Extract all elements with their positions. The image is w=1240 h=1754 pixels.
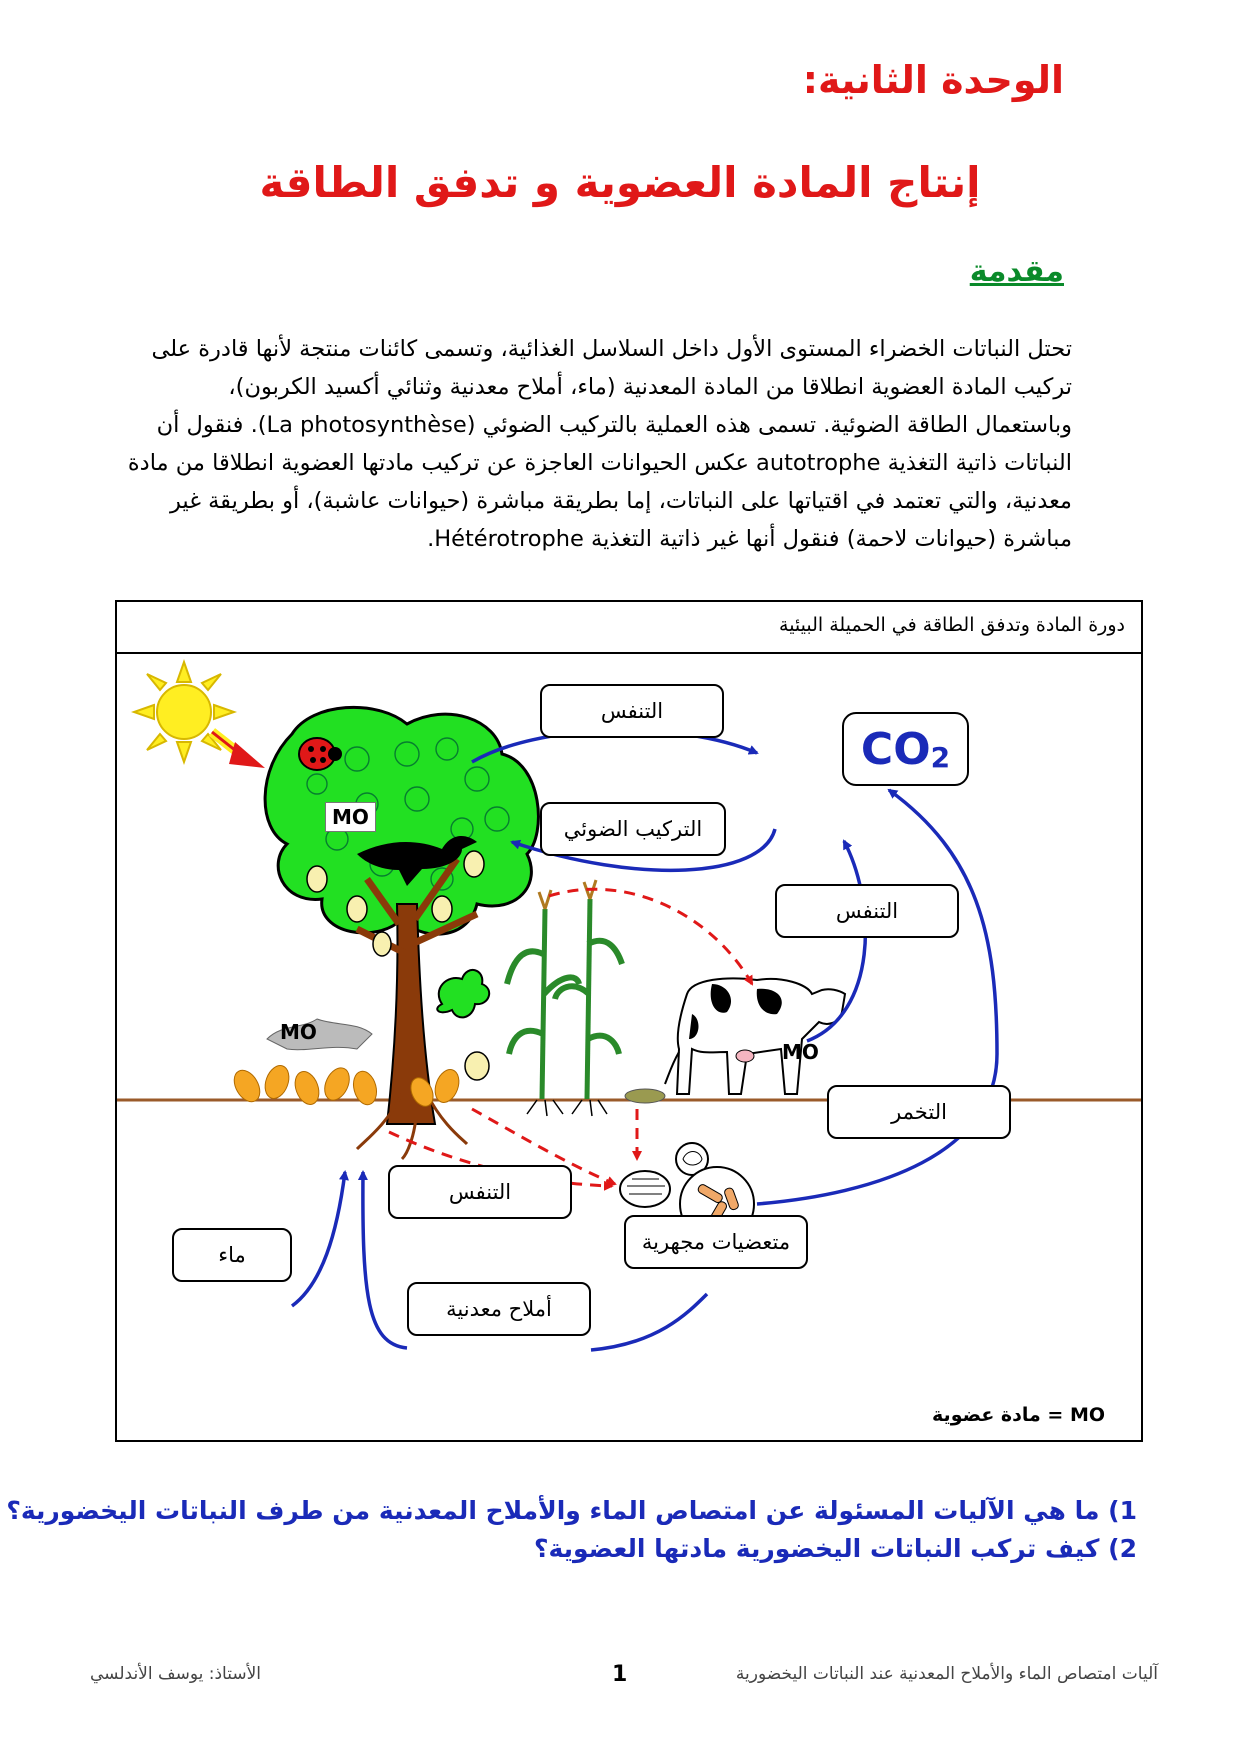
intro-line: تحتل النباتات الخضراء المستوى الأول داخل السلاسل الغذائية، وتسمى كائنات منتجة لأنها قادرة على (151, 336, 1072, 362)
litter-icon (229, 1019, 463, 1110)
diagram-caption (117, 602, 1141, 654)
label-microorganisms: متعضيات مجهرية (624, 1215, 808, 1269)
label-respiration-bottom: التنفس (388, 1165, 572, 1219)
main-title: إنتاج المادة العضوية و تدفق الطاقة (259, 158, 981, 207)
maize-icon (507, 880, 622, 1116)
intro-paragraph (70, 330, 1072, 558)
footer-teacher: الأستاذ: يوسف الأندلسي (90, 1664, 262, 1684)
footer-subject: آليات امتصاص الماء والأملاح المعدنية عند النباتات اليخضورية (735, 1664, 1158, 1684)
dung-icon (625, 1089, 665, 1103)
intro-heading: مقدمة (969, 254, 1064, 289)
mo-label-cow: MO (782, 1040, 819, 1064)
questions (6, 1492, 1137, 1568)
mo-label-litter: MO (280, 1020, 317, 1044)
co2-text: CO (860, 723, 931, 775)
sun-icon (134, 662, 234, 762)
intro-line: وباستعمال الطاقة الضوئية. تسمى هذه العملية بالتركيب الضوئي (La photosynthèse). فنقول أن (156, 412, 1072, 438)
intro-line: مباشرة (حيوانات لاحمة) فنقول أنها غير ذاتية التغذية Hétérotrophe. (427, 526, 1072, 552)
unit-title: الوحدة الثانية: (802, 58, 1064, 102)
intro-line: معدنية، والتي تعتمد في اقتياتها على النباتات، إما بطريقة مباشرة (حيوانات عاشبة)، أو بطريقة غير (170, 488, 1072, 514)
footer-page-number: 1 (612, 1662, 628, 1687)
diagram-caption-text: دورة المادة وتدفق الطاقة في الحميلة البيئية (779, 614, 1125, 636)
diagram-illustration (117, 654, 1141, 1440)
co2-box (842, 712, 969, 786)
label-mineral-salts: أملاح معدنية (407, 1282, 591, 1336)
label-photosynthesis: التركيب الضوئي (540, 802, 726, 856)
label-respiration-top: التنفس (540, 684, 724, 738)
oak-leaf-icon (437, 970, 489, 1017)
question-2: 2) كيف تركب النباتات اليخضورية مادتها العضوية؟ (534, 1534, 1137, 1563)
co2-subscript: 2 (930, 740, 951, 774)
question-1: 1) ما هي الآليات المسئولة عن امتصاص الماء والأملاح المعدنية من طرف النباتات اليخضورية؟ (6, 1496, 1137, 1525)
cow-eats-arrow (549, 889, 752, 984)
label-water: ماء (172, 1228, 292, 1282)
diagram-legend: MO = مادة عضوية (932, 1404, 1105, 1426)
microorganisms-to-salts-arrow (591, 1294, 707, 1350)
ecosystem-diagram (115, 600, 1143, 1442)
label-fermentation: التخمر (827, 1085, 1011, 1139)
water-arrow (292, 1172, 345, 1306)
intro-line: تركيب المادة العضوية انطلاقا من المادة المعدنية (ماء، أملاح معدنية وثنائي أكسيد الكربون)، (228, 374, 1072, 400)
mo-label-tree: MO (325, 802, 376, 832)
label-respiration-right: التنفس (775, 884, 959, 938)
intro-line: النباتات ذاتية التغذية autotrophe عكس الحيوانات العاجزة عن تركيب مادتها العضوية انطلاقا من مادة (127, 450, 1072, 476)
